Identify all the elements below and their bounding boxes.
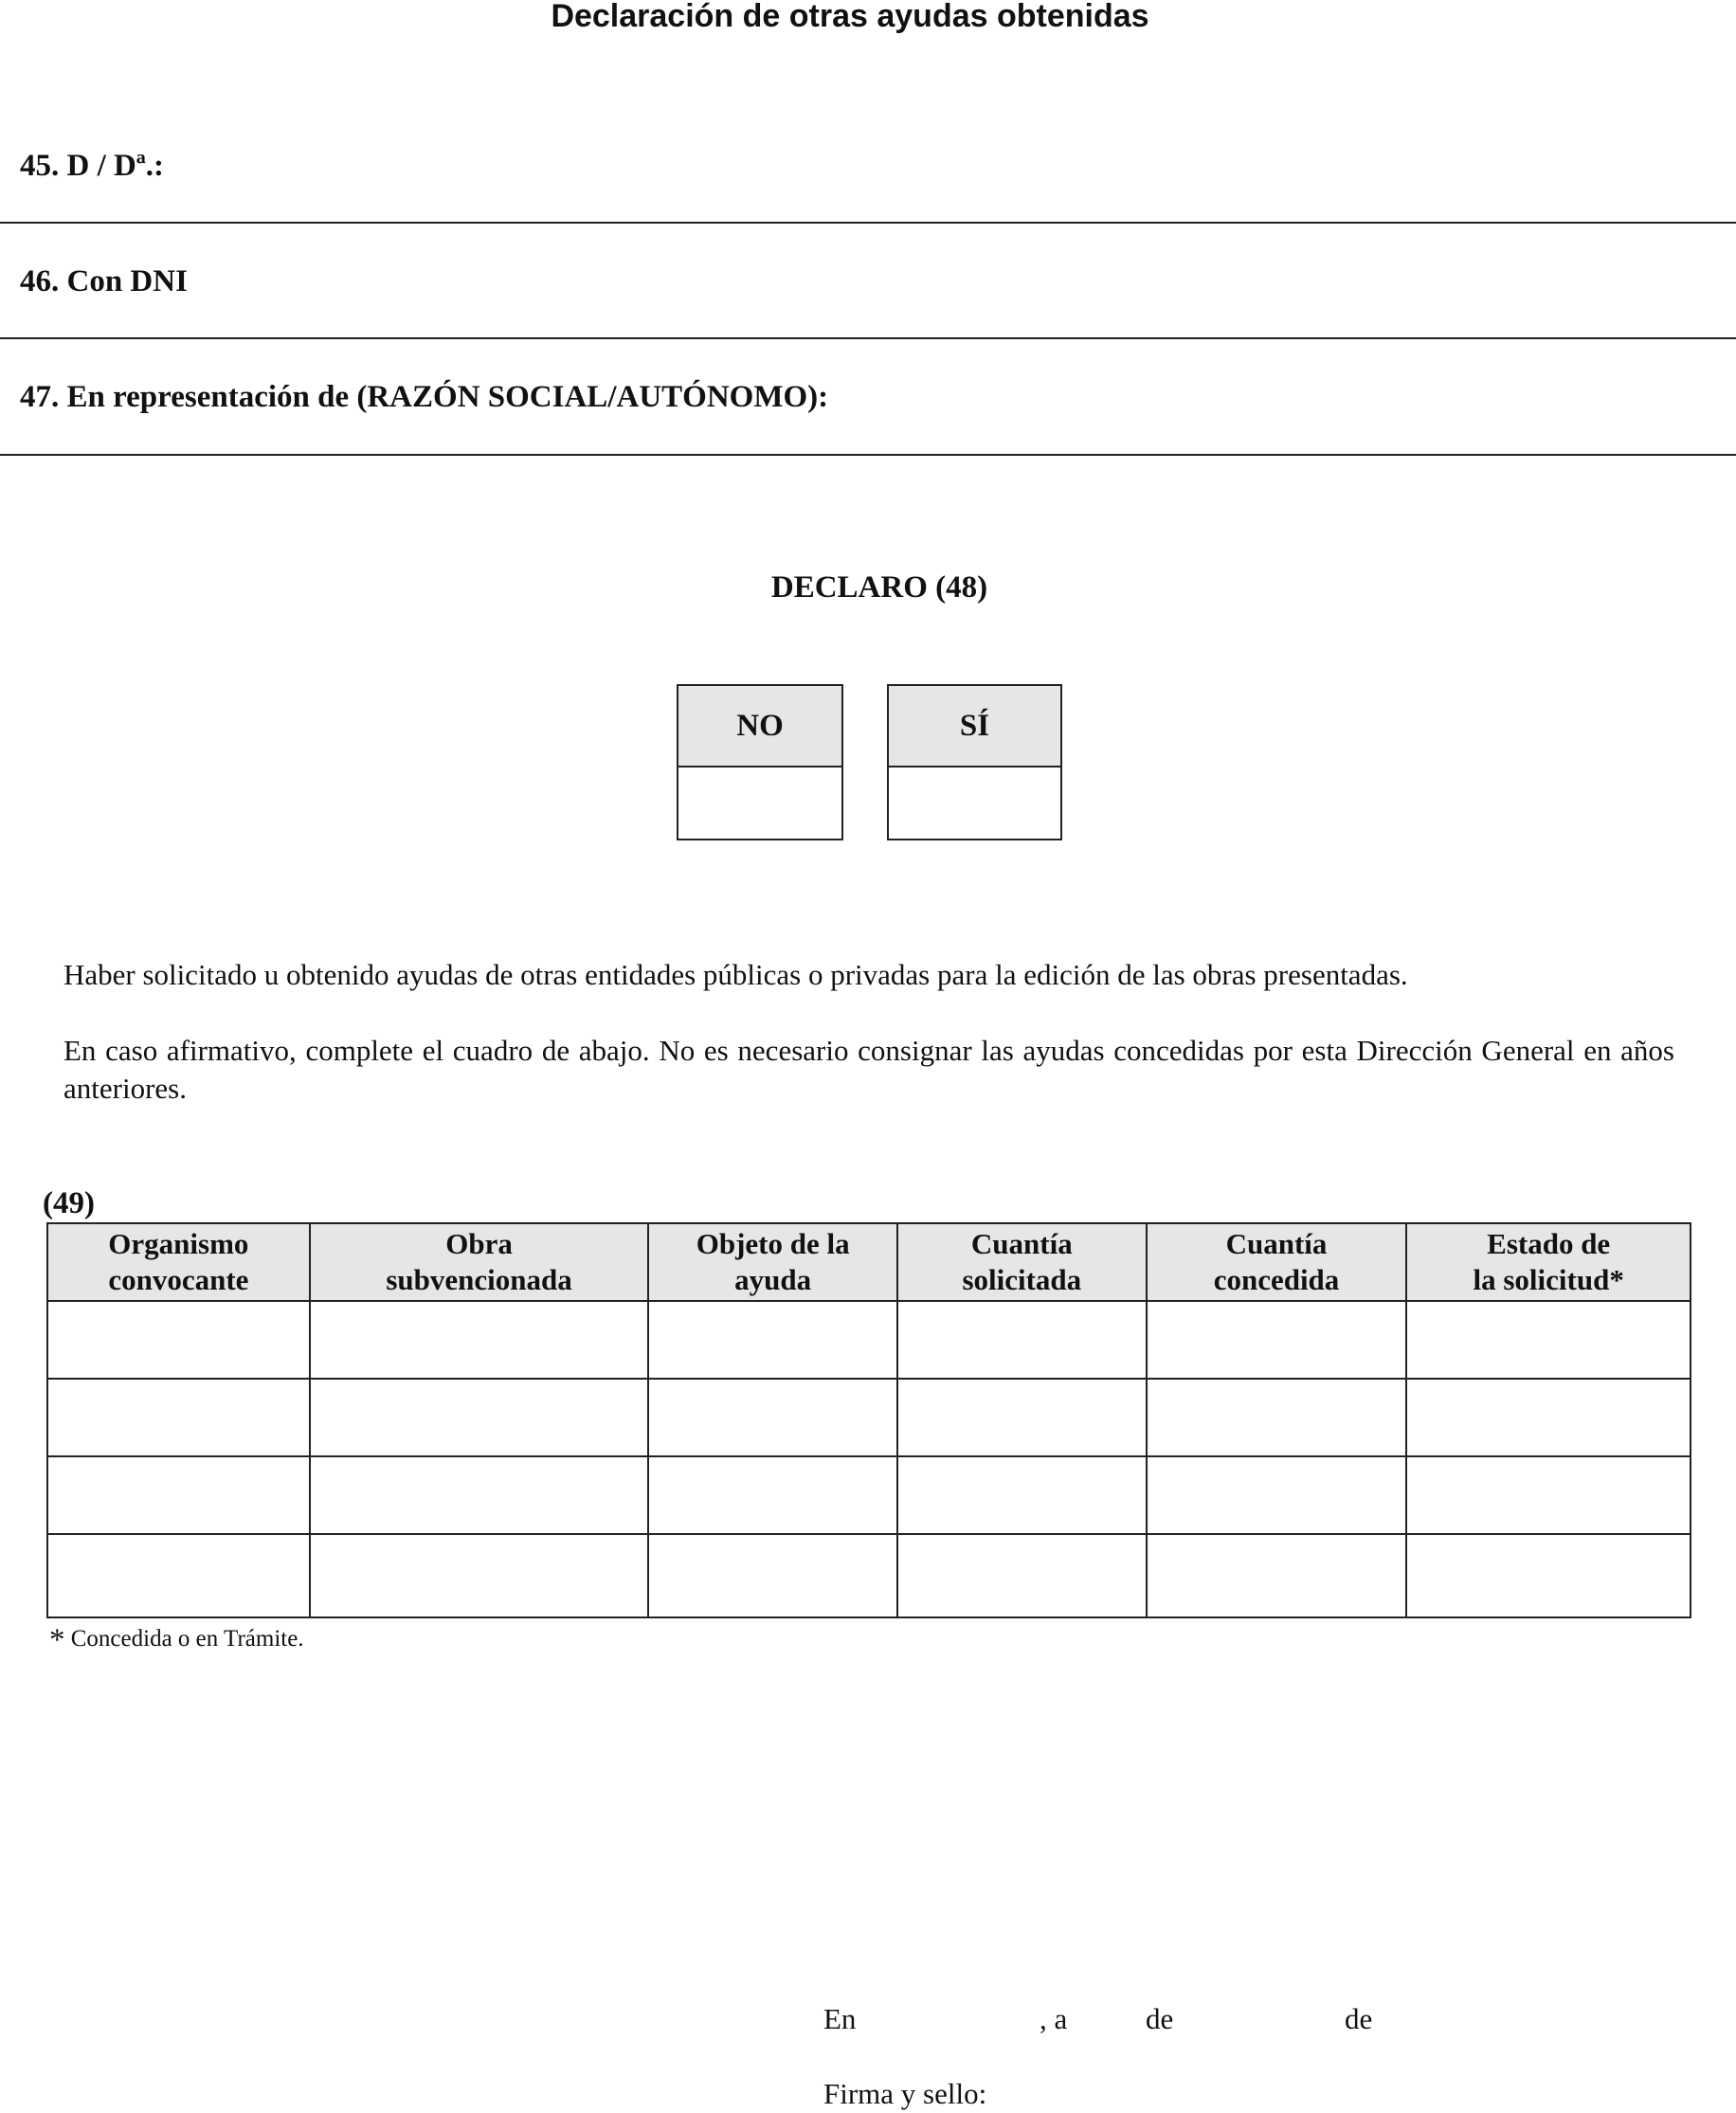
col-header-line: Estado de bbox=[1487, 1227, 1611, 1260]
table-cell[interactable] bbox=[897, 1301, 1147, 1379]
grants-table bbox=[46, 1222, 1691, 1618]
table-cell[interactable] bbox=[648, 1379, 897, 1456]
name-field-label: 45. D / Dª.: bbox=[20, 149, 164, 183]
col-header-line: Cuantía bbox=[1225, 1227, 1328, 1260]
col-header-line: ayuda bbox=[734, 1263, 812, 1296]
option-si-checkbox[interactable] bbox=[889, 768, 1060, 840]
table-cell[interactable] bbox=[1147, 1379, 1407, 1456]
table-cell[interactable] bbox=[310, 1379, 649, 1456]
col-cuantia-solicitada-header bbox=[897, 1223, 1147, 1301]
option-no-checkbox[interactable] bbox=[678, 768, 841, 840]
table-cell[interactable] bbox=[47, 1379, 310, 1456]
table-cell[interactable] bbox=[1406, 1456, 1691, 1534]
representation-field-line[interactable] bbox=[0, 454, 1736, 456]
table-row bbox=[47, 1379, 1691, 1456]
signature-de-2: de bbox=[1345, 2002, 1373, 2035]
col-header-line: subvencionada bbox=[386, 1263, 572, 1296]
col-header-line: Cuantía bbox=[970, 1227, 1073, 1260]
page-title: Declaración de otras ayudas obtenidas bbox=[551, 0, 1149, 34]
col-header-line: Objeto de la bbox=[696, 1227, 850, 1260]
table-cell[interactable] bbox=[310, 1534, 649, 1617]
table-row bbox=[47, 1301, 1691, 1379]
declaro-heading: DECLARO (48) bbox=[770, 570, 988, 605]
table-cell[interactable] bbox=[1147, 1456, 1407, 1534]
col-estado-header bbox=[1406, 1223, 1691, 1301]
table-cell[interactable] bbox=[897, 1534, 1147, 1617]
col-obra-header bbox=[310, 1223, 649, 1301]
table-cell[interactable] bbox=[310, 1301, 649, 1379]
table-cell[interactable] bbox=[1406, 1534, 1691, 1617]
table-cell[interactable] bbox=[897, 1379, 1147, 1456]
table-cell[interactable] bbox=[648, 1301, 897, 1379]
col-cuantia-concedida-header bbox=[1147, 1223, 1407, 1301]
table-cell[interactable] bbox=[47, 1301, 310, 1379]
table-cell[interactable] bbox=[310, 1456, 649, 1534]
table-cell[interactable] bbox=[1406, 1379, 1691, 1456]
table-row bbox=[47, 1534, 1691, 1617]
table-cell[interactable] bbox=[1406, 1301, 1691, 1379]
table-cell[interactable] bbox=[648, 1456, 897, 1534]
signature-place-prefix: En bbox=[823, 2002, 857, 2035]
footnote-text: Concedida o en Trámite. bbox=[70, 1626, 304, 1652]
col-header-line: Organismo bbox=[108, 1227, 249, 1260]
table-footnote bbox=[49, 1623, 304, 1656]
col-header-line: solicitada bbox=[962, 1263, 1082, 1296]
option-no-label: NO bbox=[678, 686, 841, 768]
table-header-row bbox=[47, 1223, 1691, 1301]
name-field-line[interactable] bbox=[0, 222, 1736, 224]
col-header-line: Obra bbox=[445, 1227, 513, 1260]
footnote-asterisk: * bbox=[49, 1623, 65, 1657]
table-row bbox=[47, 1456, 1691, 1534]
table-cell[interactable] bbox=[1147, 1301, 1407, 1379]
table-cell[interactable] bbox=[648, 1534, 897, 1617]
col-header-line: concedida bbox=[1213, 1263, 1340, 1296]
table-cell[interactable] bbox=[897, 1456, 1147, 1534]
table-cell[interactable] bbox=[47, 1456, 310, 1534]
col-objeto-header bbox=[648, 1223, 897, 1301]
signature-comma-a: , a bbox=[1040, 2002, 1068, 2035]
option-si-label: SÍ bbox=[889, 686, 1060, 768]
representation-field-label: 47. En representación de (RAZÓN SOCIAL/AUTÓNOMO): bbox=[20, 380, 829, 414]
signature-de-1: de bbox=[1146, 2002, 1174, 2035]
option-no-box bbox=[677, 684, 843, 840]
signature-firma-label: Firma y sello: bbox=[823, 2077, 987, 2110]
table-cell[interactable] bbox=[47, 1534, 310, 1617]
declaration-paragraph: Haber solicitado u obtenido ayudas de otras entidades públicas o privadas para la edición de las obras presentadas. bbox=[63, 958, 1408, 991]
col-header-line: convocante bbox=[108, 1263, 249, 1296]
option-si-box bbox=[887, 684, 1062, 840]
grants-table-label: (49) bbox=[43, 1186, 95, 1220]
table-cell[interactable] bbox=[1147, 1534, 1407, 1617]
col-header-line: la solicitud* bbox=[1473, 1263, 1624, 1296]
instruction-paragraph: En caso afirmativo, complete el cuadro de abajo. No es necesario consignar las ayudas concedidas por esta Dirección General en años anteriores. bbox=[63, 1034, 1674, 1105]
col-organismo-header bbox=[47, 1223, 310, 1301]
dni-field-line[interactable] bbox=[0, 337, 1736, 339]
dni-field-label: 46. Con DNI bbox=[20, 264, 188, 298]
